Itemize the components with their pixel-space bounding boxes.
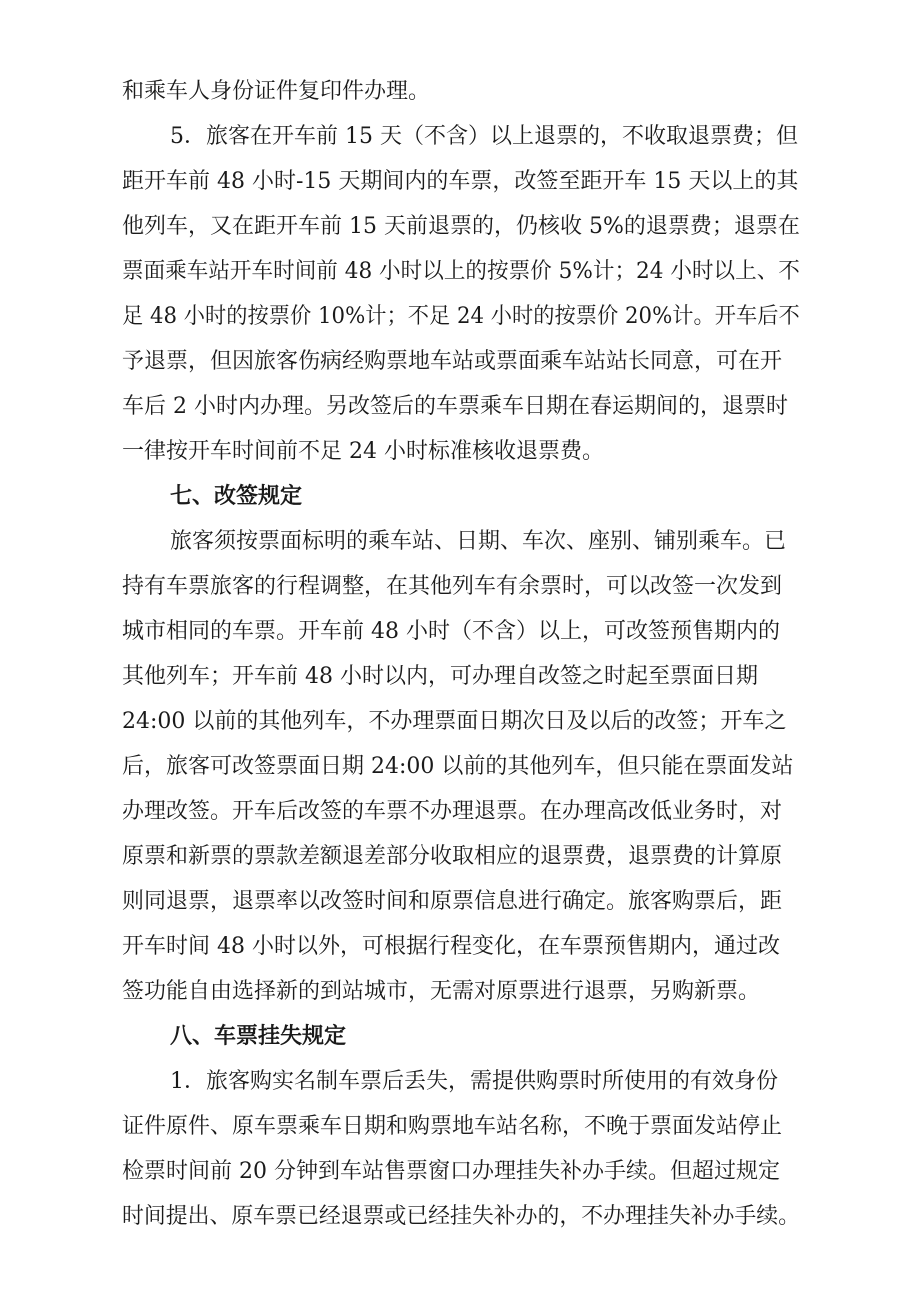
text-line: 距开车前 48 小时-15 天期间内的车票，改签至距开车 15 天以上的其 <box>122 169 799 194</box>
text-line: 原票和新票的票款差额退差部分收取相应的退票费，退票费的计算原 <box>122 844 783 869</box>
section-heading-loss-report: 八、车票挂失规定 <box>170 1024 347 1049</box>
text-line: 其他列车；开车前 48 小时以内，可办理自改签之时起至票面日期 <box>122 664 758 689</box>
text-line: 检票时间前 20 分钟到车站售票窗口办理挂失补办手续。但超过规定 <box>122 1159 780 1184</box>
text-line: 一律按开车时间前不足 24 小时标准核收退票费。 <box>122 439 604 464</box>
text-line: 城市相同的车票。开车前 48 小时（不含）以上，可改签预售期内的 <box>122 619 780 644</box>
text-line: 车后 2 小时内办理。另改签后的车票乘车日期在春运期间的，退票时 <box>122 394 788 419</box>
paragraph-item-1-start: 1．旅客购实名制车票后丢失，需提供购票时所使用的有效身份 <box>170 1069 778 1094</box>
text-line: 他列车，又在距开车前 15 天前退票的，仍核收 5%的退票费；退票在 <box>122 214 800 239</box>
paragraph-item-5-start: 5．旅客在开车前 15 天（不含）以上退票的，不收取退票费；但 <box>170 124 798 149</box>
text-line: 持有车票旅客的行程调整，在其他列车有余票时，可以改签一次发到 <box>122 574 783 599</box>
text-line: 证件原件、原车票乘车日期和购票地车站名称，不晚于票面发站停止 <box>122 1114 783 1139</box>
text-line: 票面乘车站开车时间前 48 小时以上的按票价 5%计；24 小时以上、不 <box>122 259 800 284</box>
text-line: 开车时间 48 小时以外，可根据行程变化，在车票预售期内，通过改 <box>122 934 780 959</box>
text-line: 24:00 以前的其他列车，不办理票面日期次日及以后的改签；开车之 <box>122 709 787 734</box>
text-line: 足 48 小时的按票价 10%计；不足 24 小时的按票价 20%计。开车后不 <box>122 304 800 329</box>
section-heading-rebooking: 七、改签规定 <box>170 484 303 509</box>
text-line: 签功能自由选择新的到站城市，无需对原票进行退票，另购新票。 <box>122 979 761 1004</box>
text-line: 后，旅客可改签票面日期 24:00 以前的其他列车，但只能在票面发站 <box>122 754 794 779</box>
text-line: 和乘车人身份证件复印件办理。 <box>122 79 431 104</box>
paragraph-rebooking-start: 旅客须按票面标明的乘车站、日期、车次、座别、铺别乘车。已 <box>170 529 787 554</box>
text-line: 则同退票，退票率以改签时间和原票信息进行确定。旅客购票后，距 <box>122 889 783 914</box>
text-line: 时间提出、原车票已经退票或已经挂失补办的，不办理挂失补办手续。 <box>122 1204 800 1229</box>
text-line: 办理改签。开车后改签的车票不办理退票。在办理高改低业务时，对 <box>122 799 783 824</box>
text-line: 予退票，但因旅客伤病经购票地车站或票面乘车站站长同意，可在开 <box>122 349 783 374</box>
